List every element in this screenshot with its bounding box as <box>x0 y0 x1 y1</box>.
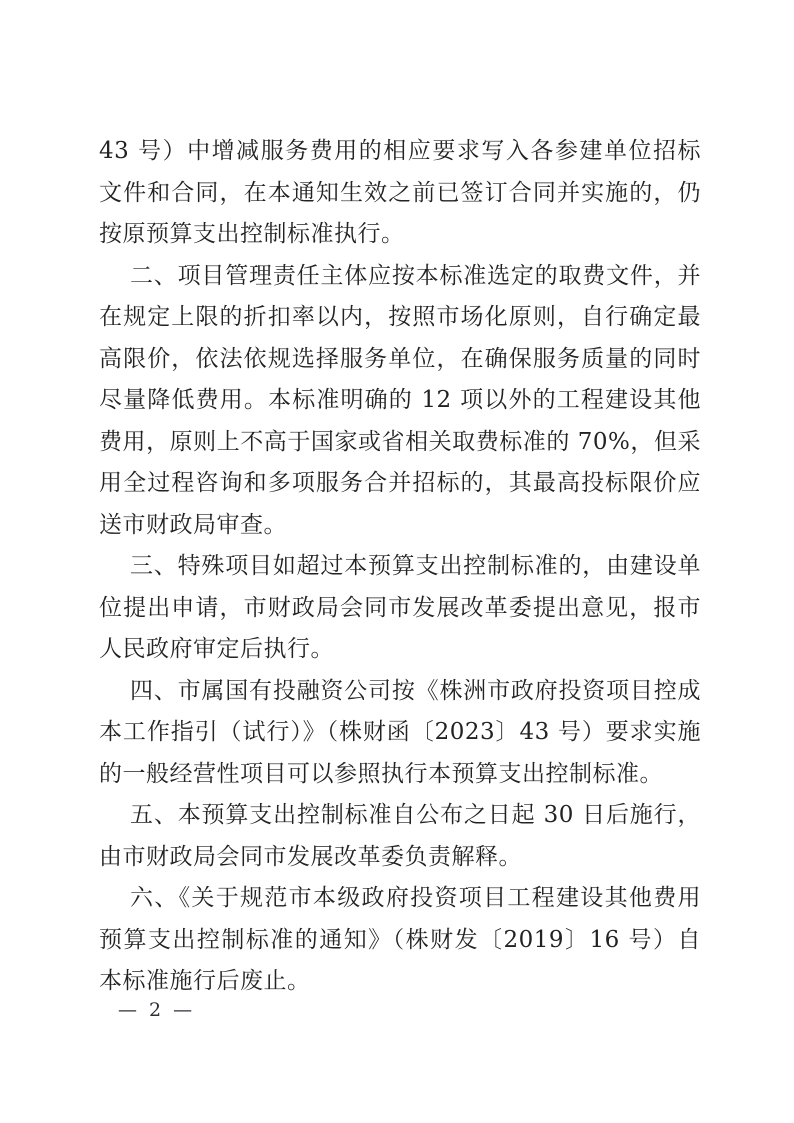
page-number: — 2 — <box>118 999 196 1021</box>
paragraph-item-2: 二、项目管理责任主体应按本标准选定的取费文件，并在规定上限的折扣率以内，按照市场化原则，自行确定最高限价，依法依规选择服务单位，在确保服务质量的同时尽量降低费用。本标准明确的 12 项以外的工程建设其他费用，原则上不高于国家或省相关取费标准的 70%，但采用全过程咨询和多项服务合并招标的，其最高投标限价应送市财政局审查。 <box>99 262 701 538</box>
paragraph-item-5: 五、本预算支出控制标准自公布之日起 30 日后施行，由市财政局会同市发展改革委负责解释。 <box>99 802 701 870</box>
paragraph-item-4: 四、市属国有投融资公司按《株洲市政府投资项目控成本工作指引（试行）》（株财函〔2023〕43 号）要求实施的一般经营性项目可以参照执行本预算支出控制标准。 <box>99 677 701 787</box>
paragraph-item-3: 三、特殊项目如超过本预算支出控制标准的，由建设单位提出申请，市财政局会同市发展改革委提出意见，报市人民政府审定后执行。 <box>99 553 701 662</box>
document-body <box>99 131 701 1003</box>
paragraph-continuation: 43 号）中增减服务费用的相应要求写入各参建单位招标文件和合同，在本通知生效之前已签订合同并实施的，仍按原预算支出控制标准执行。 <box>99 138 701 247</box>
paragraph-item-6: 六、《关于规范市本级政府投资项目工程建设其他费用预算支出控制标准的通知》（株财发〔2019〕16 号）自本标准施行后废止。 <box>99 885 701 994</box>
